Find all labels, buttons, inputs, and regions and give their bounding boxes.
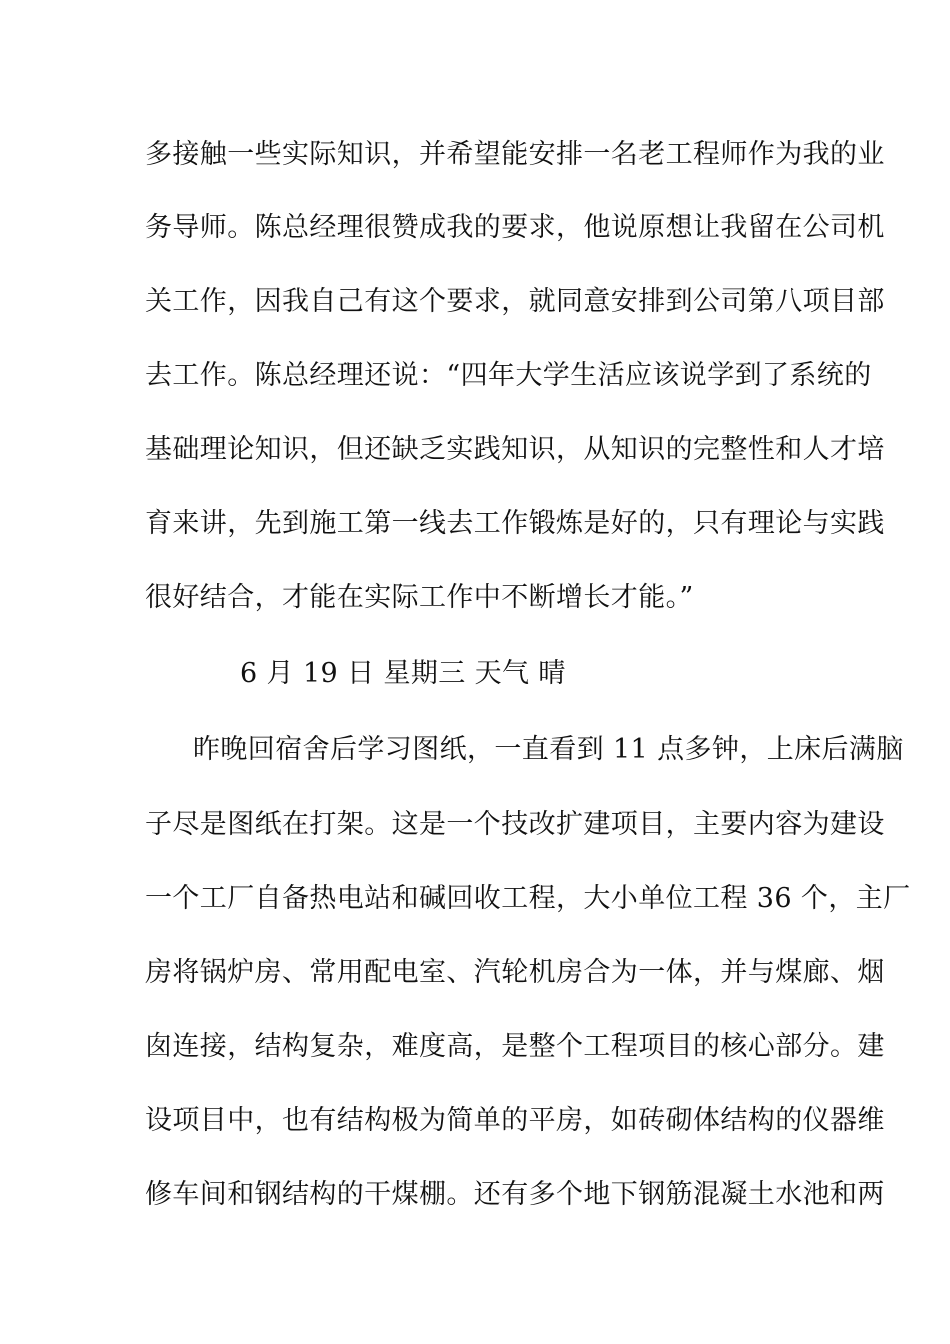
text-line: 房将锅炉房、常用配电室、汽轮机房合为一体，并与煤廊、烟 (145, 957, 885, 988)
text-line: 囱连接，结构复杂，难度高，是整个工程项目的核心部分。建 (145, 1031, 885, 1062)
text-line: 关工作，因我自己有这个要求，就同意安排到公司第八项目部 (145, 286, 885, 317)
text-line: 育来讲，先到施工第一线去工作锻炼是好的，只有理论与实践 (145, 508, 885, 539)
text-line: 很好结合，才能在实际工作中不断增长才能。” (145, 582, 694, 613)
text-line: 子尽是图纸在打架。这是一个技改扩建项目，主要内容为建设 (145, 809, 885, 840)
text-line: 去工作。陈总经理还说：“四年大学生活应该说学到了系统的 (145, 360, 872, 391)
text-line: 昨晚回宿舍后学习图纸，一直看到 11 点多钟，上床后满脑 (193, 734, 904, 765)
text-line: 设项目中，也有结构极为简单的平房，如砖砌体结构的仪器维 (145, 1105, 885, 1136)
text-line: 务导师。陈总经理很赞成我的要求，他说原想让我留在公司机 (145, 212, 885, 243)
text-line: 多接触一些实际知识，并希望能安排一名老工程师作为我的业 (145, 139, 885, 170)
text-line: 修车间和钢结构的干煤棚。还有多个地下钢筋混凝土水池和两 (145, 1179, 885, 1210)
text-line: 一个工厂自备热电站和碱回收工程，大小单位工程 36 个，主厂 (145, 883, 911, 914)
text-line: 基础理论知识，但还缺乏实践知识，从知识的完整性和人才培 (145, 434, 885, 465)
entry-heading: 6 月 19 日 星期三 天气 晴 (240, 658, 566, 689)
